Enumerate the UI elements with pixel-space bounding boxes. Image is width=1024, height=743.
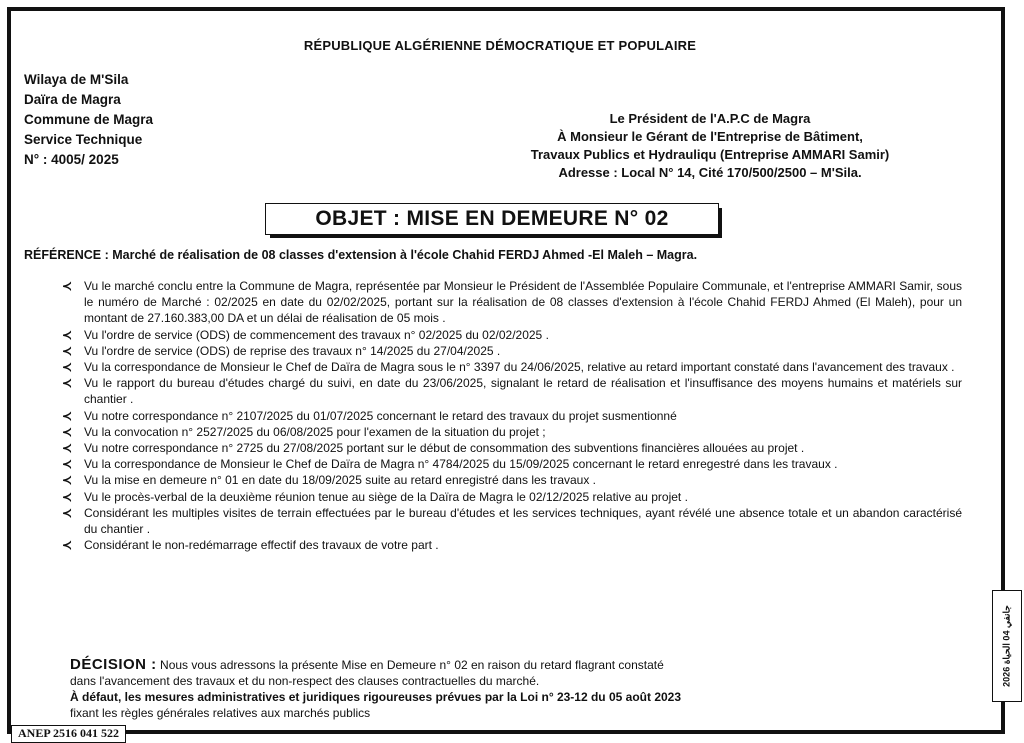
reference-line xyxy=(24,248,697,262)
visa-list xyxy=(62,278,962,553)
decision-line: À défaut, les mesures administratives et juridiques rigoureuses prévues par la Loi n° 23-12 du 05 août 2023 xyxy=(70,690,682,704)
arrow-marker-icon: ≺ xyxy=(62,424,73,439)
decision-heading: DÉCISION : xyxy=(70,656,157,673)
list-item: ≺ Vu le procès-verbal de la deuxième réunion tenue au siège de la Daïra de Magra le 02/12/2025 relative au projet . xyxy=(62,489,688,504)
recipient-line: À Monsieur le Gérant de l'Entreprise de Bâtiment, xyxy=(557,129,863,144)
arrow-marker-icon: ≺ xyxy=(62,408,73,423)
arrow-marker-icon: ≺ xyxy=(62,360,73,375)
sender-title: Le Président de l'A.P.C de Magra xyxy=(609,111,811,126)
objet-title: OBJET : MISE EN DEMEURE N° 02 xyxy=(265,203,719,235)
arrow-marker-icon: ≺ xyxy=(62,457,73,472)
list-item: ≺ Vu la mise en demeure n° 01 en date du 18/09/2025 suite au retard enregistré dans les travaux . xyxy=(62,473,597,488)
arrow-marker-icon: ≺ xyxy=(62,376,73,391)
list-item: ≺ Vu la correspondance de Monsieur le Chef de Daïra de Magra n° 4784/2025 du 15/09/2025 concernant le retard enregestré dans les travaux . xyxy=(62,457,838,472)
arrow-marker-icon: ≺ xyxy=(62,279,73,293)
daira: Daïra de Magra xyxy=(24,92,121,107)
arrow-marker-icon: ≺ xyxy=(62,505,73,520)
list-item: ≺ Vu l'ordre de service (ODS) de commencement des travaux n° 02/2025 du 02/02/2025 . xyxy=(62,327,549,342)
decision-block xyxy=(70,657,970,721)
arrow-marker-icon: ≺ xyxy=(62,538,73,553)
arrow-marker-icon: ≺ xyxy=(62,327,73,342)
service: Service Technique xyxy=(24,132,143,147)
republic-heading: RÉPUBLIQUE ALGÉRIENNE DÉMOCRATIQUE ET POPULAIRE xyxy=(303,38,697,53)
list-item: ≺ Vu la convocation n° 2527/2025 du 06/08/2025 pour l'examen de la situation du projet ; xyxy=(62,424,546,439)
reference-text: Marché de réalisation de 08 classes d'extension à l'école Chahid FERDJ Ahmed -El Maleh – Magra. xyxy=(112,248,698,262)
arrow-marker-icon: ≺ xyxy=(62,343,73,358)
list-item: ≺ Vu la correspondance de Monsieur le Chef de Daïra de Magra sous le n° 3397 du 24/06/2025, relative au retard important constaté dans l'avancement des travaux . xyxy=(62,360,955,375)
list-item: ≺ Vu l'ordre de service (ODS) de reprise des travaux n° 14/2025 du 27/04/2025 . xyxy=(62,343,501,358)
reference-label: RÉFÉRENCE : xyxy=(24,248,109,262)
reference-number: N° : 4005/ 2025 xyxy=(24,152,119,167)
arrow-marker-icon: ≺ xyxy=(62,441,73,456)
list-item: ≺ Vu notre correspondance n° 2107/2025 du 01/07/2025 concernant le retard des travaux du projet susmentionné xyxy=(62,408,677,423)
list-item: ≺ Vu notre correspondance n° 2725 du 27/08/2025 portant sur le début de consommation des subventions financières allouées au projet . xyxy=(62,441,805,456)
decision-line: fixant les règles générales relatives aux marchés publics xyxy=(70,706,371,720)
commune: Commune de Magra xyxy=(24,112,154,127)
recipient-company: Travaux Publics et Hydrauliqu (Entreprise AMMARI Samir) xyxy=(530,147,890,162)
list-item: ≺ Vu le rapport du bureau d'études chargé du suivi, en date du 23/06/2025, signalant le retard de réalisation et l'insuffisance des moyens humains et matériels sur chantier . xyxy=(62,376,962,407)
recipient-address: Adresse : Local N° 14, Cité 170/500/2500 – M'Sila. xyxy=(558,165,862,180)
newspaper-stamp xyxy=(992,590,1022,702)
wilaya: Wilaya de M'Sila xyxy=(24,72,129,87)
administration-block xyxy=(24,70,153,170)
list-item: ≺ Considérant le non-redémarrage effectif des travaux de votre part . xyxy=(62,538,439,553)
list-item: ≺ Considérant les multiples visites de terrain effectuées par le bureau d'études et les services techniques, ayant révélé une absence totale et un abandon caractérisé du chantier . xyxy=(62,505,962,537)
decision-line: dans l'avancement des travaux et du non-respect des clauses contractuelles du marché. xyxy=(70,674,540,688)
stamp-text: 2026 جانفي 04 الحياة xyxy=(1001,605,1012,687)
recipient-block xyxy=(420,110,1000,182)
anep-reference: ANEP 2516 041 522 xyxy=(11,725,126,743)
arrow-marker-icon: ≺ xyxy=(62,489,73,504)
arrow-marker-icon: ≺ xyxy=(62,473,73,488)
decision-line: DÉCISION : Nous vous adressons la présente Mise en Demeure n° 02 en raison du retard flagrant constaté xyxy=(70,656,664,673)
list-item: ≺ Vu le marché conclu entre la Commune de Magra, représentée par Monsieur le Président de l'Assemblée Populaire Communale, et l'entreprise AMMARI Samir, sous le numéro de Marché : 02/2025 en date du 02/02/2025, portant sur la réalisation de 08 classes d'extension à l'école Chahid FERDJ Ahmed (El Maleh), pour un montant de 27.160.383,00 DA et un délai de réalisation de 05 mois . xyxy=(62,279,962,326)
